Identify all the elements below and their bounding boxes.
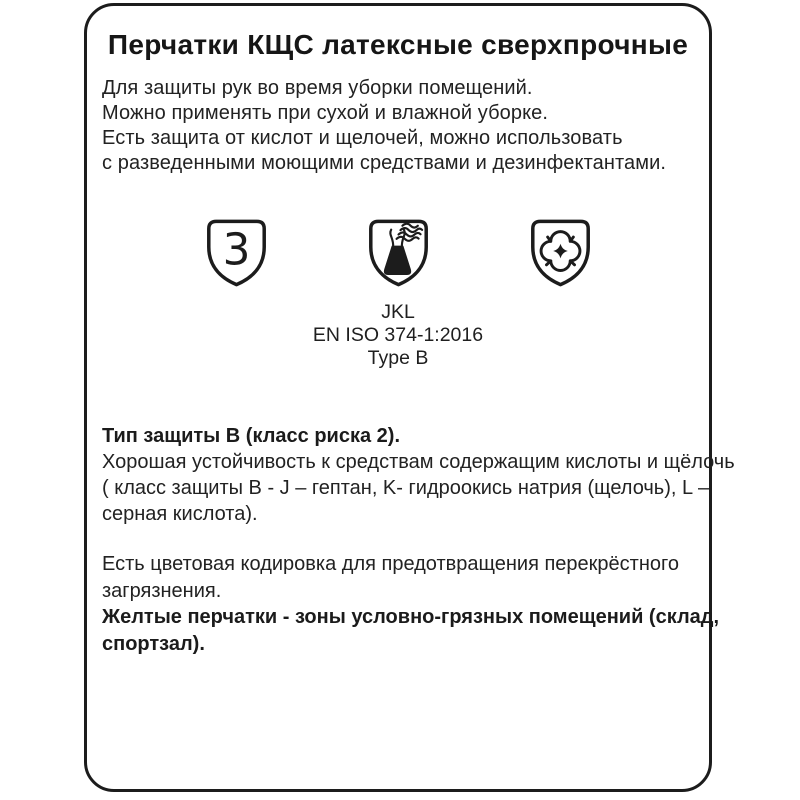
standard-type-line: Type B <box>367 347 429 369</box>
standard-name-line: EN ISO 374-1:2016 <box>312 324 484 346</box>
protection-heading: Тип защиты B (класс риска 2). <box>102 425 400 447</box>
shield-level-3-icon <box>205 218 268 288</box>
protection-section <box>102 423 735 527</box>
intro-line: с разведенными моющими средствами и дезинфектантами. <box>102 152 667 174</box>
protection-line: серная кислота). <box>102 503 258 525</box>
intro-line: Есть защита от кислот и щелочей, можно использовать <box>102 127 623 149</box>
product-title: Перчатки КЩС латексные сверхпрочные <box>107 29 689 60</box>
color-coding-bold-line: спортзал). <box>102 632 205 655</box>
standard-code-line: JKL <box>381 301 415 323</box>
pictogram-row <box>87 218 709 288</box>
chemical-flask-shield-icon <box>367 218 430 288</box>
color-coding-line: Есть цветовая кодировка для предотвращения перекрёстного <box>102 553 679 575</box>
color-coding-section <box>102 551 720 657</box>
protection-line: ( класс защиты В - J – гептан, K- гидроокись натрия (щелочь), L – <box>102 477 710 499</box>
intro-line: Можно применять при сухой и влажной уборке. <box>102 102 549 124</box>
product-card <box>84 3 735 792</box>
color-coding-line: загрязнения. <box>102 579 222 602</box>
color-coding-bold-line: Желтые перчатки - зоны условно-грязных помещений (склад, <box>102 606 720 628</box>
product-intro <box>102 76 697 176</box>
standard-caption <box>87 301 709 370</box>
protection-line: Хорошая устойчивость к средствам содержащим кислоты и щёлочь <box>102 451 735 473</box>
protection-level-label: 3 <box>222 224 250 276</box>
intro-line: Для защиты рук во время уборки помещений. <box>102 77 533 99</box>
microorganism-shield-icon <box>529 218 592 288</box>
